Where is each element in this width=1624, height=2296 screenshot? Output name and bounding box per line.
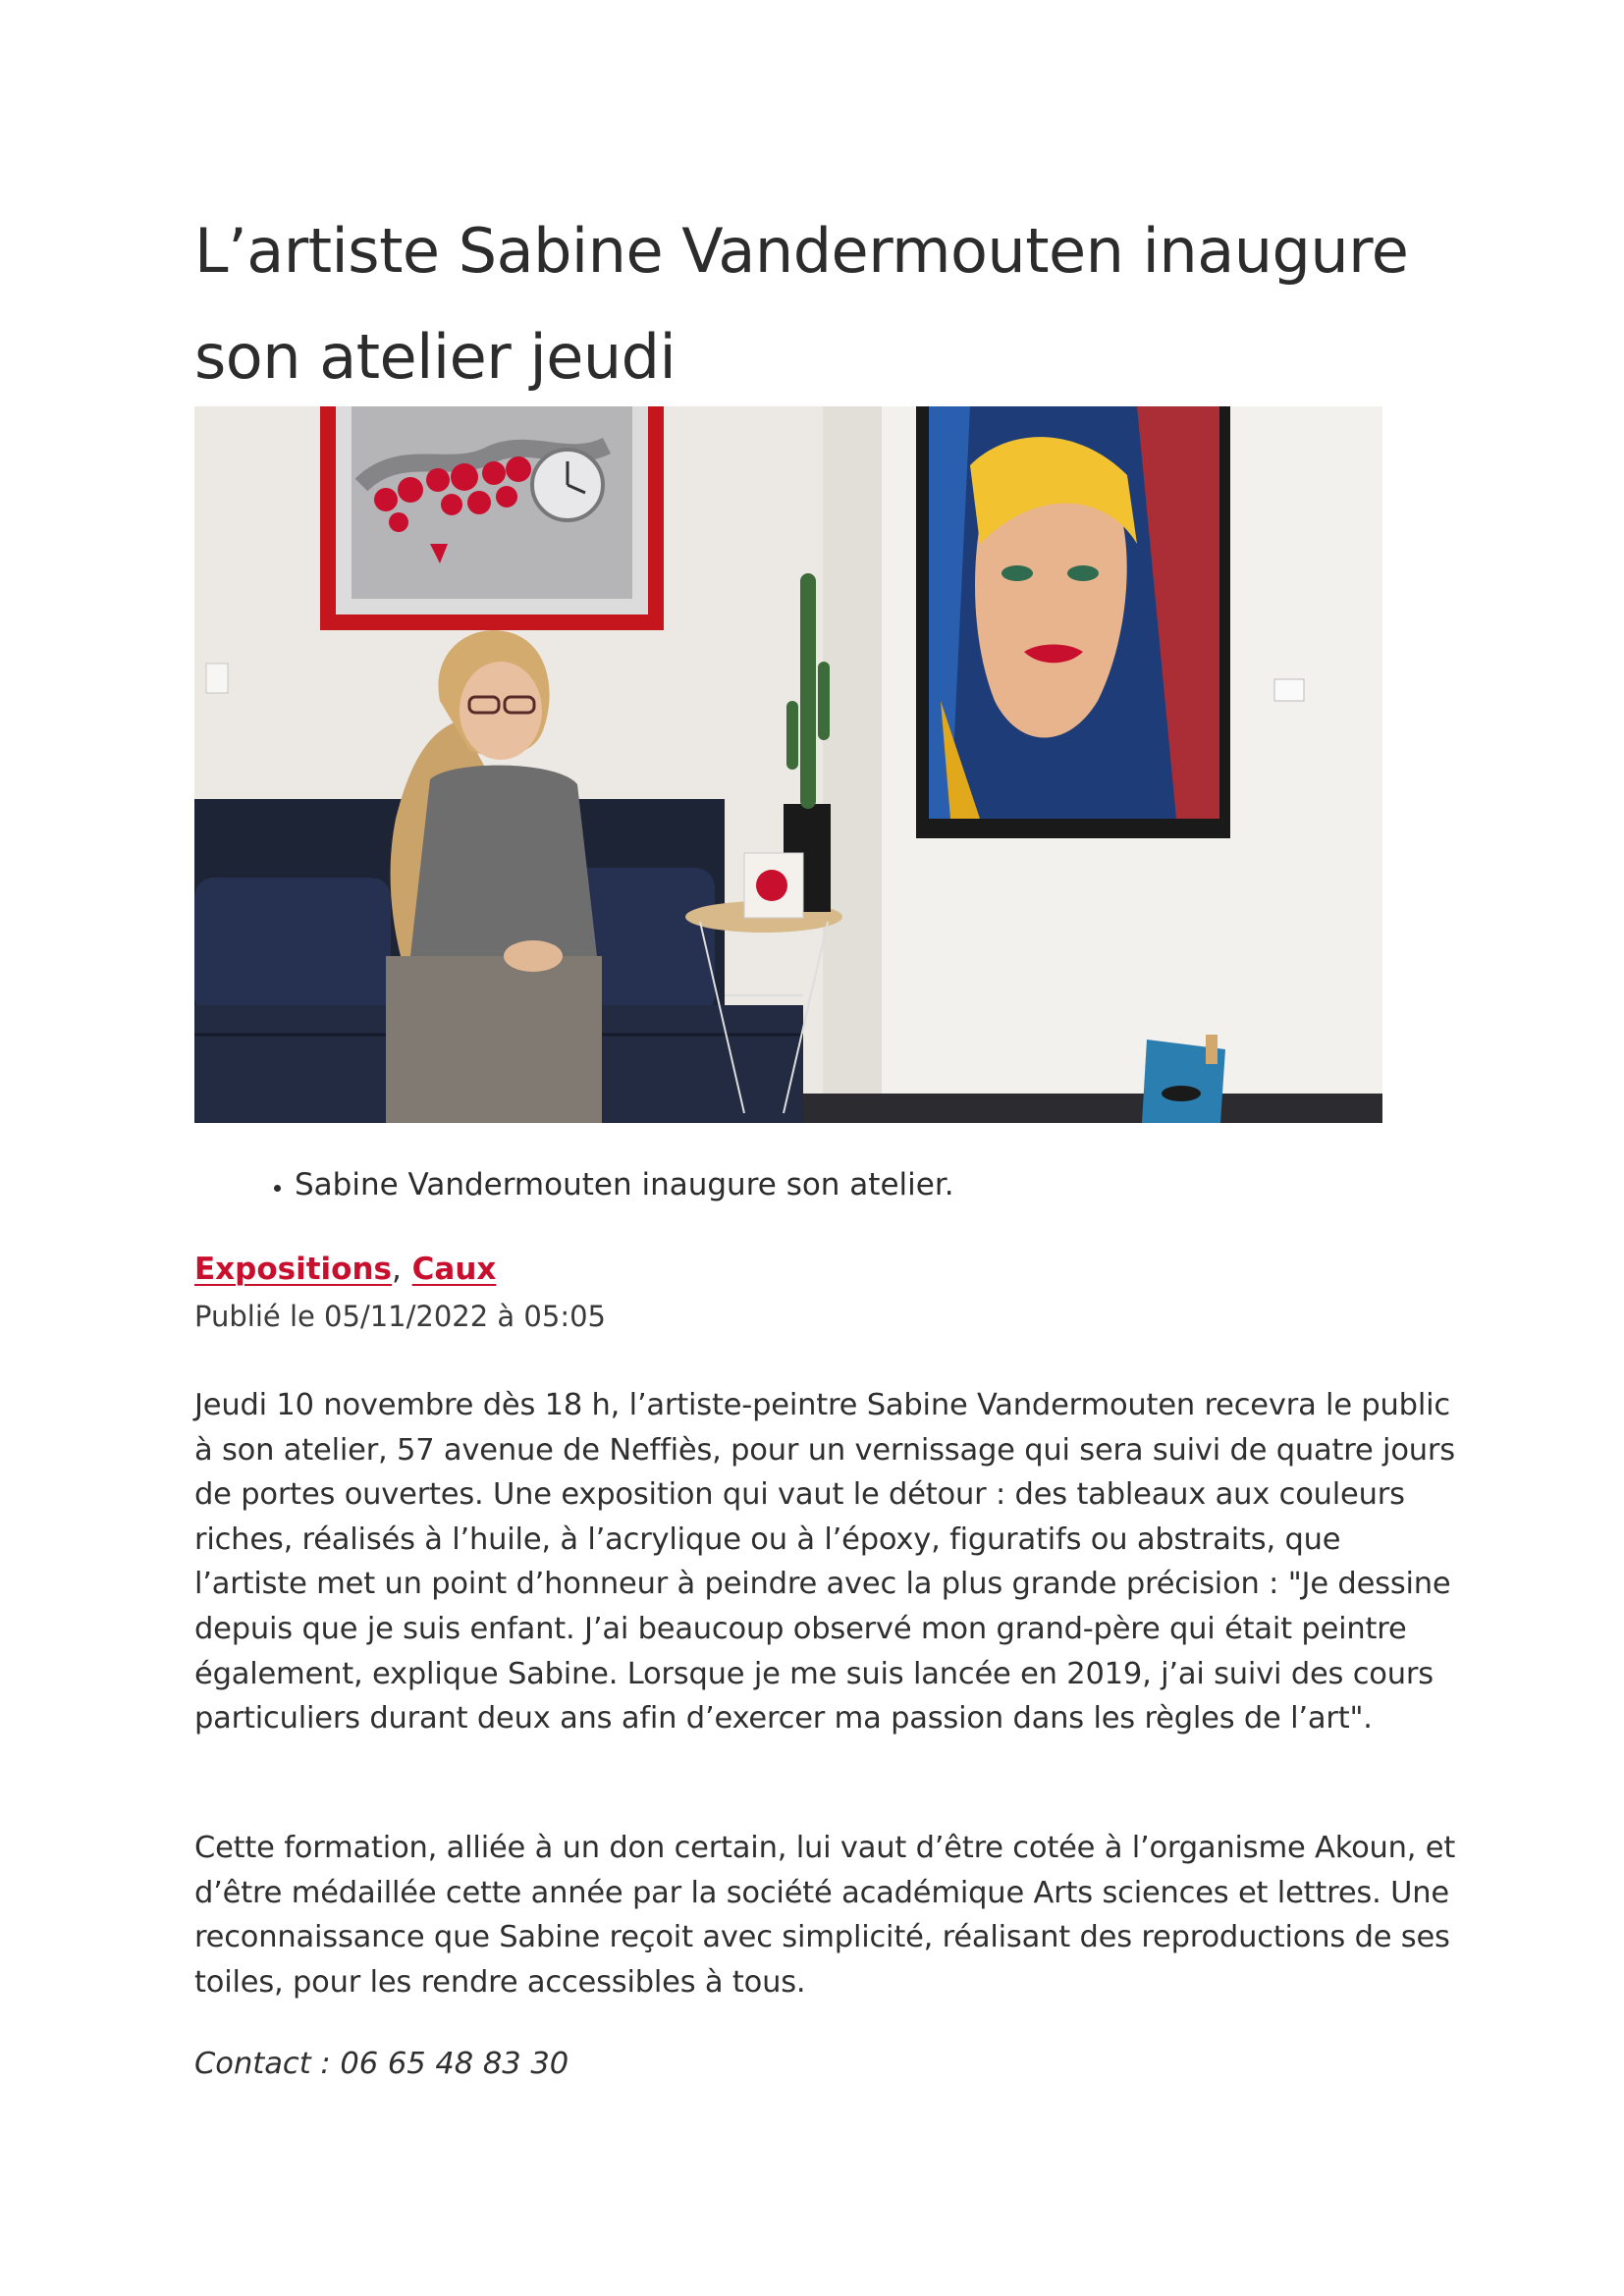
article-photo [194, 406, 1382, 1123]
red-frame-painting [320, 406, 664, 630]
article-paragraph-1: Jeudi 10 novembre dès 18 h, l’artiste-peintre Sabine Vandermouten recevra le public à son atelier, 57 avenue de Neffiès, pour un vernissage qui sera suivi de quatre jours de portes ouvertes. Une exposition qui vaut le détour : des tableaux aux couleurs riches, réalisés à l’huile, à l’acrylique ou à l’époxy, figuratifs ou abstraits, que l’artiste met un point d’honneur à peindre avec la plus grande précision : "Je dessine depuis que je suis enfant. J’ai beaucoup observé mon grand-père qui était peintre également, explique Sabine. Lorsque je me suis lancée en 2019, j’ai suivi des cours particuliers durant deux ans afin d’exercer ma passion dans les règles de l’art". [194, 1388, 1455, 1736]
contact-line: Contact : 06 65 48 83 30 [194, 2047, 569, 2081]
article-paragraph-2: Cette formation, alliée à un don certain, lui vaut d’être cotée à l’organisme Akoun, et d’être médaillée cette année par la société académique Arts sciences et lettres. Une reconnaissance que Sabine reçoit avec simplicité, réalisant des reproductions de ses toiles, pour les rendre accessibles à tous. [194, 1831, 1456, 2000]
portrait-painting [916, 406, 1230, 838]
artist-studio-illustration [194, 406, 1382, 1123]
artwork-label [1274, 679, 1304, 701]
photo-caption: • Sabine Vandermouten inaugure son atelier. [295, 1160, 1373, 1209]
wall-corner [823, 406, 882, 1123]
article-title: L’artiste Sabine Vandermouten inaugure son atelier jeudi [194, 215, 1409, 393]
light-switch [206, 664, 228, 693]
floor-canvas [1142, 1035, 1225, 1123]
category-separator: , [392, 1252, 402, 1287]
category-link-expositions[interactable]: Expositions [194, 1252, 393, 1287]
category-links [194, 1245, 496, 1294]
publish-date: Publié le 05/11/2022 à 05:05 [194, 1300, 606, 1333]
category-link-caux[interactable]: Caux [411, 1252, 497, 1287]
photo-caption-list [194, 1160, 1373, 1209]
